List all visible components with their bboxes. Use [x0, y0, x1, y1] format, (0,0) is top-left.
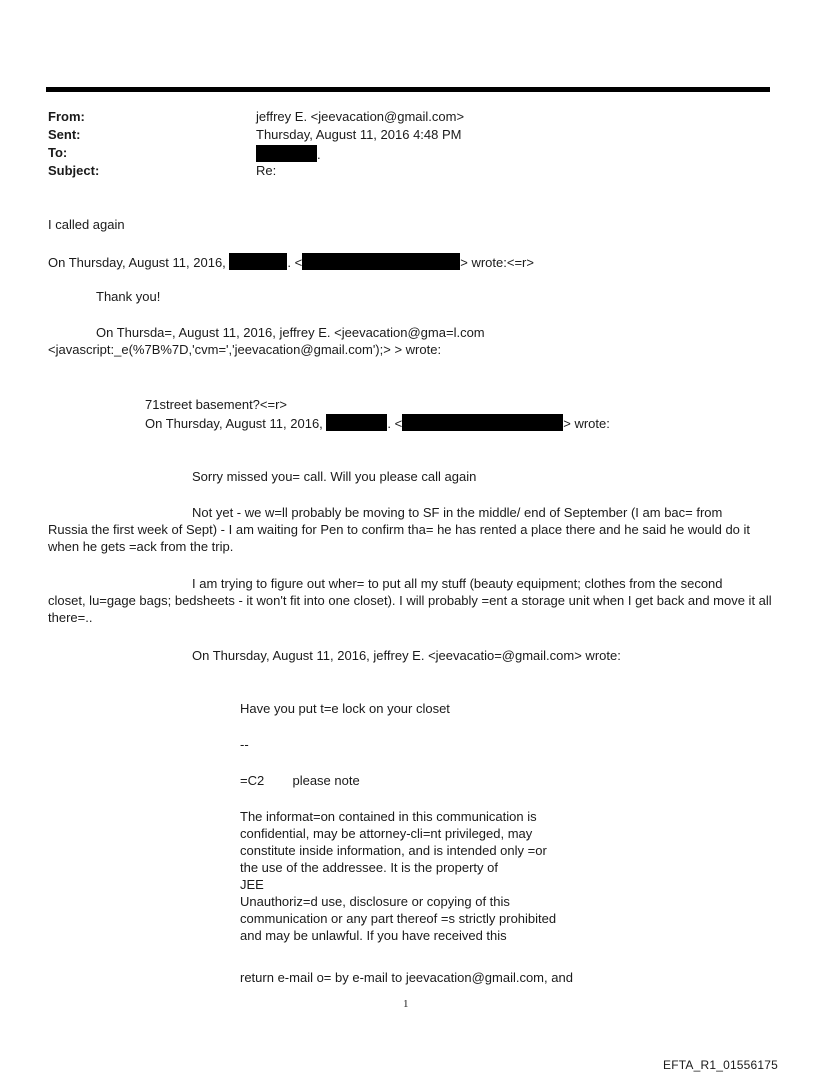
disclaimer-line: Unauthoriz=d use, disclosure or copying of this [240, 894, 510, 909]
please-note-text: please note [292, 773, 360, 788]
to-label: To: [48, 145, 68, 160]
signature-separator: -- [240, 737, 249, 752]
body-line-basement: 71street basement?<=r> [145, 397, 288, 412]
disclaimer-line: confidential, may be attorney-cli=nt privileged, may [240, 826, 533, 841]
body-line-sorry: Sorry missed you= call. Will you please call again [192, 469, 477, 484]
quote-header-1-mid: . < [287, 255, 303, 270]
redaction-bar [256, 145, 317, 162]
from-value: jeffrey E. <jeevacation@gmail.com> [256, 109, 465, 124]
body-line-lock: Have you put t=e lock on your closet [240, 701, 450, 716]
paragraph-rest: Russia the first week of Sept) - I am waiting for Pen to confirm tha= he has rented a place there and he said he would do it when he gets =ack from the trip. [48, 522, 751, 554]
redaction-bar [326, 414, 387, 431]
to-suffix: . [317, 147, 321, 162]
quote-header-3-mid: . < [387, 416, 403, 431]
subject-label: Subject: [48, 163, 100, 178]
redaction-bar [402, 414, 563, 431]
please-note-line [240, 773, 360, 789]
disclaimer-block [240, 808, 640, 944]
quote-header-1-prefix: On Thursday, August 11, 2016, [48, 255, 226, 270]
disclaimer-line: constitute inside information, and is intended only =or [240, 843, 547, 858]
quote-header-2a: On Thursda=, August 11, 2016, jeffrey E. <jeevacation@gma=l.com [96, 325, 485, 340]
subject-value: Re: [256, 163, 277, 178]
body-line-called-again: I called again [48, 217, 125, 232]
sent-value: Thursday, August 11, 2016 4:48 PM [256, 127, 462, 142]
quote-header-3-suffix: > wrote: [563, 416, 610, 431]
to-value [256, 145, 321, 163]
document-id: EFTA_R1_01556175 [663, 1058, 779, 1072]
from-label: From: [48, 109, 85, 124]
body-line-return-email: return e-mail o= by e-mail to jeevacation@gmail.com, and [240, 970, 573, 985]
page-number: 1 [403, 998, 409, 1010]
paragraph-first-line: I am trying to figure out wher= to put all my stuff (beauty equipment; clothes from the second [192, 576, 723, 591]
paragraph-first-line: Not yet - we w=ll probably be moving to SF in the middle/ end of September (I am bac= from [192, 505, 723, 520]
header-rule [46, 87, 770, 92]
redaction-bar [229, 253, 287, 270]
paragraph-rest: closet, lu=gage bags; bedsheets - it won't fit into one closet). I will probably =ent a storage unit when I get back and move it all there=.. [48, 593, 772, 625]
disclaimer-line: and may be unlawful. If you have received this [240, 928, 507, 943]
disclaimer-line: The informat=on contained in this communication is [240, 809, 537, 824]
body-paragraph-storage [48, 575, 778, 626]
quote-header-3-prefix: On Thursday, August 11, 2016, [145, 416, 323, 431]
disclaimer-line: communication or any part thereof =s strictly prohibited [240, 911, 557, 926]
disclaimer-line: the use of the addressee. It is the property of [240, 860, 498, 875]
body-line-thank-you: Thank you! [96, 289, 161, 304]
quote-header-2b: <javascript:_e(%7B%7D,'cvm=','jeevacation@gmail.com');> > wrote: [48, 342, 442, 357]
disclaimer-line: JEE [240, 877, 264, 892]
quote-header-1-suffix: > wrote:<=r> [460, 255, 534, 270]
body-paragraph-moving [48, 504, 778, 555]
redaction-bar [302, 253, 460, 270]
quote-header-4: On Thursday, August 11, 2016, jeffrey E. <jeevacatio=@gmail.com> wrote: [192, 648, 621, 663]
sent-label: Sent: [48, 127, 81, 142]
please-note-code: =C2 [240, 773, 265, 788]
quote-header-1 [48, 253, 534, 271]
quote-header-3 [145, 414, 610, 432]
